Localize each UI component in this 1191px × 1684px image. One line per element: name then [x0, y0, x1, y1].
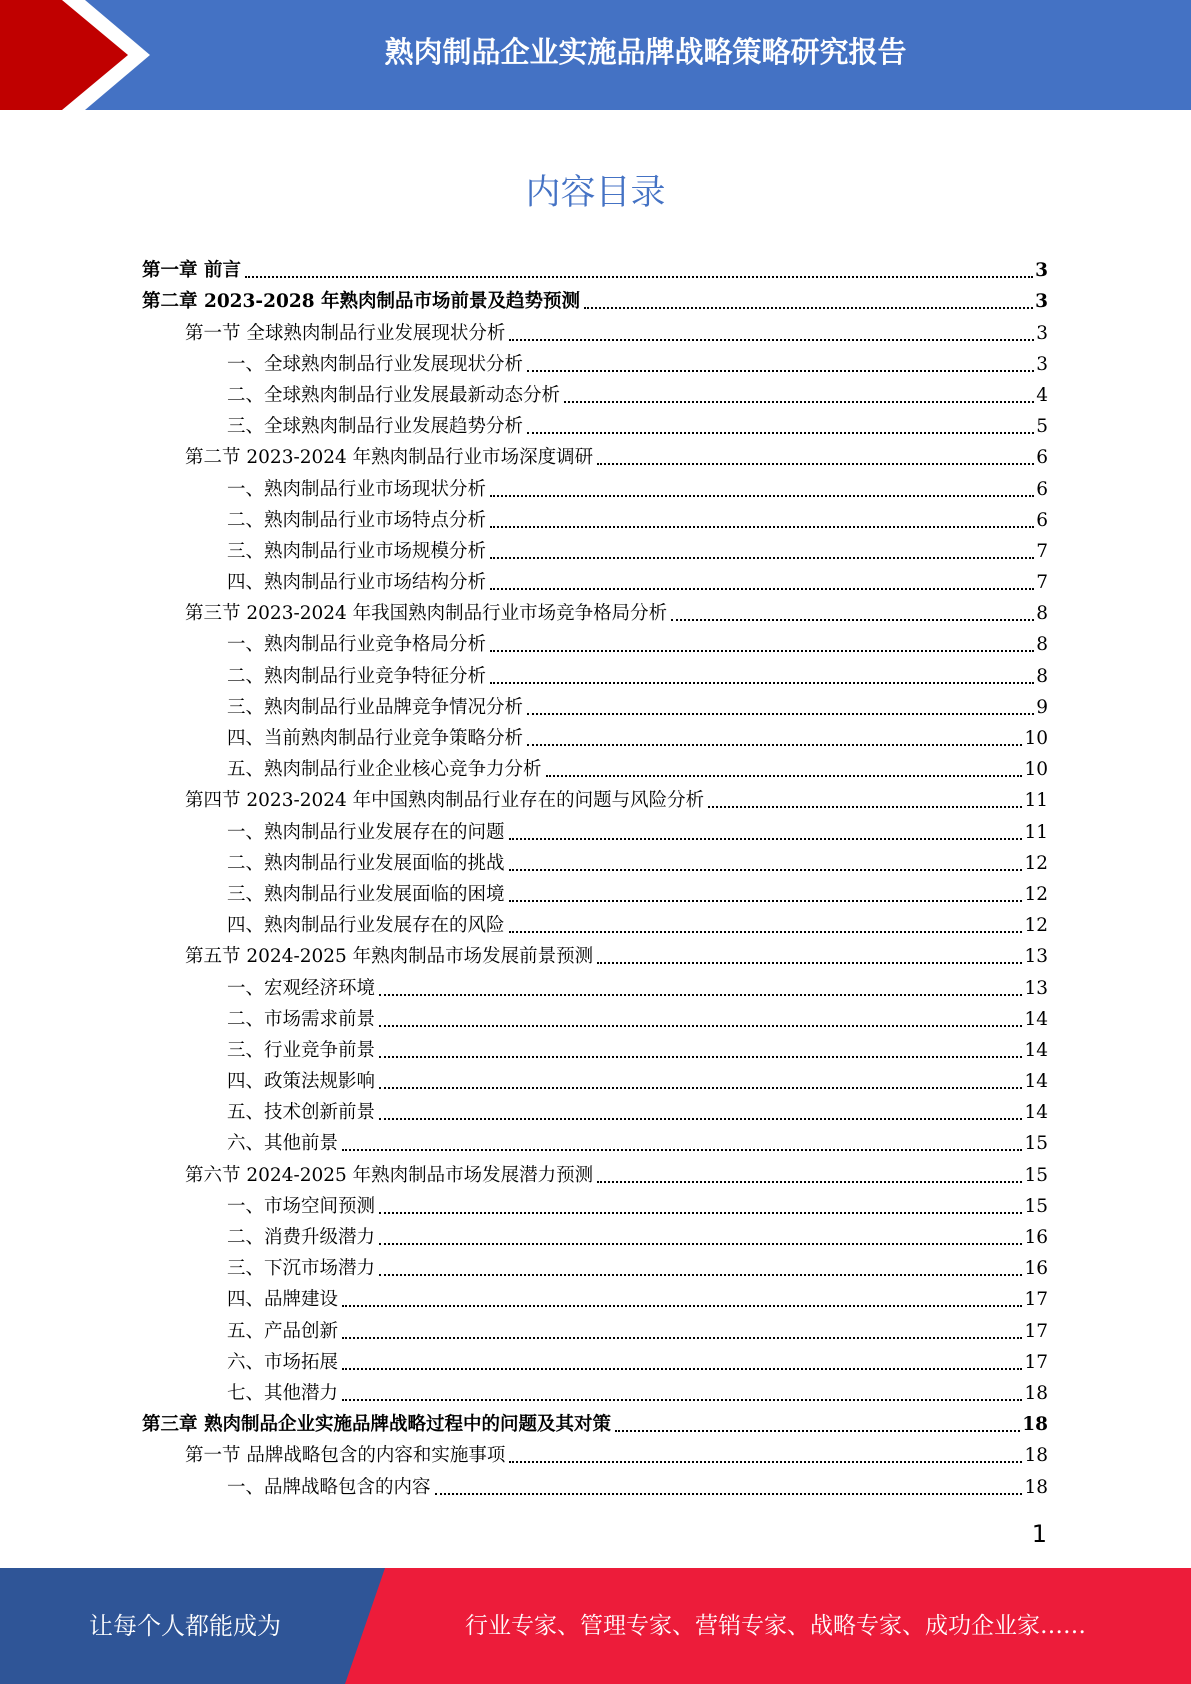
toc-entry-page: 13 [1024, 946, 1048, 968]
toc-entry[interactable] [142, 1096, 1048, 1127]
footer-slogan-left: 让每个人都能成为 [89, 1611, 281, 1640]
footer-banner [0, 1568, 1191, 1684]
toc-dot-leader [490, 682, 1034, 684]
toc-entry[interactable] [142, 535, 1048, 566]
toc-entry[interactable] [142, 971, 1048, 1002]
toc-entry[interactable] [142, 628, 1048, 659]
toc-dot-leader [527, 744, 1022, 746]
toc-entry-text: 五、产品创新 [227, 1320, 339, 1342]
toc-entry-text: 二、熟肉制品行业市场特点分析 [227, 509, 487, 531]
toc-entry[interactable] [142, 753, 1048, 784]
toc-entry[interactable] [142, 441, 1048, 472]
toc-entry-text: 三、熟肉制品行业发展面临的困境 [227, 883, 505, 905]
toc-entry[interactable] [142, 566, 1048, 597]
toc-dot-leader [379, 1087, 1022, 1089]
toc-entry[interactable] [142, 1377, 1048, 1408]
toc-entry-text: 四、品牌建设 [227, 1289, 339, 1311]
toc-entry-text: 五、技术创新前景 [227, 1102, 376, 1124]
toc-dot-leader [509, 1461, 1022, 1463]
toc-entry-page: 16 [1024, 1258, 1048, 1280]
toc-entry-page: 12 [1024, 852, 1048, 874]
toc-entry-text: 第一节 全球熟肉制品行业发展现状分析 [185, 322, 506, 344]
toc-dot-leader [615, 1430, 1020, 1432]
toc-entry-text: 四、政策法规影响 [227, 1071, 376, 1093]
toc-entry-page: 8 [1036, 634, 1048, 656]
header-arrow-icon [0, 0, 160, 110]
toc-entry-page: 10 [1024, 759, 1048, 781]
toc-entry-text: 二、全球熟肉制品行业发展最新动态分析 [227, 384, 561, 406]
toc-dot-leader [527, 713, 1034, 715]
toc-dot-leader [546, 775, 1023, 777]
toc-entry-page: 12 [1024, 915, 1048, 937]
toc-entry-page: 17 [1024, 1351, 1048, 1373]
toc-entry-text: 第二节 2023-2024 年熟肉制品行业市场深度调研 [185, 447, 594, 469]
toc-entry-page: 18 [1024, 1382, 1048, 1404]
toc-entry[interactable] [142, 909, 1048, 940]
toc-entry-text: 六、市场拓展 [227, 1351, 339, 1373]
toc-title: 内容目录 [525, 173, 666, 213]
toc-entry-page: 11 [1024, 821, 1048, 843]
toc-entry-text: 四、当前熟肉制品行业竞争策略分析 [227, 728, 524, 749]
toc-entry-text: 第二章 2023-2028 年熟肉制品市场前景及趋势预测 [142, 291, 581, 313]
toc-entry-page: 13 [1024, 977, 1048, 999]
toc-entry-text: 一、熟肉制品行业发展存在的问题 [227, 821, 505, 843]
toc-entry-page: 6 [1036, 447, 1048, 469]
table-of-contents [142, 254, 1048, 1502]
toc-entry[interactable] [142, 472, 1048, 503]
toc-entry-page: 3 [1036, 322, 1048, 344]
toc-entry-page: 17 [1024, 1289, 1048, 1311]
toc-entry-page: 7 [1036, 572, 1048, 594]
toc-entry-text: 七、其他潜力 [227, 1382, 339, 1404]
toc-dot-leader [490, 526, 1034, 528]
toc-dot-leader [597, 1181, 1022, 1183]
toc-entry-page: 17 [1024, 1320, 1048, 1342]
toc-entry-text: 一、品牌战略包含的内容 [227, 1476, 431, 1498]
toc-entry-page: 15 [1024, 1195, 1048, 1217]
toc-entry-page: 15 [1024, 1133, 1048, 1155]
toc-entry-text: 四、熟肉制品行业市场结构分析 [227, 572, 487, 594]
toc-entry[interactable] [142, 847, 1048, 878]
toc-dot-leader [342, 1337, 1022, 1339]
toc-dot-leader [379, 1025, 1022, 1027]
toc-entry-page: 18 [1022, 1414, 1048, 1436]
toc-entry-text: 第四节 2023-2024 年中国熟肉制品行业存在的问题与风险分析 [185, 790, 705, 812]
toc-entry-text: 第一节 品牌战略包含的内容和实施事项 [185, 1445, 506, 1467]
toc-entry[interactable] [142, 815, 1048, 846]
toc-entry-text: 五、熟肉制品行业企业核心竞争力分析 [227, 759, 542, 781]
toc-entry-page: 14 [1024, 1071, 1048, 1093]
toc-entry[interactable] [142, 348, 1048, 379]
toc-entry-page: 14 [1024, 1008, 1048, 1030]
toc-entry[interactable] [142, 1127, 1048, 1158]
header-banner [0, 0, 1191, 110]
toc-entry-page: 4 [1036, 384, 1048, 406]
toc-entry-text: 一、熟肉制品行业竞争格局分析 [227, 634, 487, 656]
toc-entry[interactable] [142, 691, 1048, 722]
toc-entry-text: 二、熟肉制品行业发展面临的挑战 [227, 852, 505, 874]
toc-dot-leader [342, 1305, 1022, 1307]
toc-entry[interactable] [142, 316, 1048, 347]
toc-entry-page: 14 [1024, 1102, 1048, 1124]
toc-entry[interactable] [142, 1408, 1048, 1439]
toc-dot-leader [527, 432, 1034, 434]
toc-entry-text: 三、全球熟肉制品行业发展趋势分析 [227, 416, 524, 438]
toc-entry-page: 18 [1024, 1476, 1048, 1498]
toc-entry-page: 18 [1024, 1445, 1048, 1467]
toc-dot-leader [509, 838, 1023, 840]
toc-entry-page: 3 [1035, 260, 1048, 282]
toc-dot-leader [342, 1399, 1022, 1401]
toc-entry-text: 第三节 2023-2024 年我国熟肉制品行业市场竞争格局分析 [185, 603, 668, 625]
toc-entry-page: 6 [1036, 509, 1048, 531]
toc-entry[interactable] [142, 1158, 1048, 1189]
toc-entry-page: 16 [1024, 1227, 1048, 1248]
toc-entry-text: 六、其他前景 [227, 1133, 339, 1155]
toc-entry-page: 8 [1036, 603, 1048, 625]
toc-entry-page: 8 [1036, 665, 1048, 687]
toc-entry-text: 第五节 2024-2025 年熟肉制品市场发展前景预测 [185, 946, 594, 968]
toc-dot-leader [509, 339, 1034, 341]
toc-dot-leader [435, 1493, 1023, 1495]
toc-entry-page: 15 [1024, 1164, 1048, 1186]
toc-entry[interactable] [142, 722, 1048, 753]
toc-entry-text: 三、熟肉制品行业市场规模分析 [227, 540, 487, 562]
toc-entry-text: 二、市场需求前景 [227, 1008, 376, 1030]
toc-entry-text: 一、全球熟肉制品行业发展现状分析 [227, 353, 524, 375]
toc-dot-leader [509, 900, 1023, 902]
report-title: 熟肉制品企业实施品牌战略策略研究报告 [384, 34, 907, 69]
toc-entry-page: 3 [1035, 291, 1048, 313]
toc-entry[interactable] [142, 1314, 1048, 1345]
toc-entry[interactable] [142, 1283, 1048, 1314]
toc-entry[interactable] [142, 285, 1048, 316]
toc-entry-page: 10 [1024, 728, 1048, 749]
toc-entry-text: 三、行业竞争前景 [227, 1039, 376, 1061]
toc-entry[interactable] [142, 1470, 1048, 1501]
toc-entry[interactable] [142, 1190, 1048, 1221]
toc-entry[interactable] [142, 940, 1048, 971]
toc-entry[interactable] [142, 1221, 1048, 1252]
toc-entry[interactable] [142, 659, 1048, 690]
toc-entry-text: 三、熟肉制品行业品牌竞争情况分析 [227, 696, 524, 718]
page-number: 1 [1031, 1520, 1047, 1548]
toc-entry-text: 第三章 熟肉制品企业实施品牌战略过程中的问题及其对策 [142, 1414, 611, 1436]
toc-entry-text: 四、熟肉制品行业发展存在的风险 [227, 915, 505, 937]
toc-dot-leader [379, 994, 1022, 996]
toc-entry-page: 12 [1024, 883, 1048, 905]
toc-dot-leader [490, 557, 1034, 559]
toc-dot-leader [379, 1212, 1022, 1214]
toc-entry[interactable] [142, 1003, 1048, 1034]
toc-dot-leader [509, 869, 1023, 871]
toc-entry-text: 一、市场空间预测 [227, 1195, 376, 1217]
toc-entry-text: 第一章 前言 [142, 260, 241, 282]
toc-dot-leader [671, 619, 1034, 621]
toc-dot-leader [509, 931, 1023, 933]
toc-dot-leader [379, 1056, 1022, 1058]
toc-entry[interactable] [142, 254, 1048, 285]
toc-dot-leader [379, 1118, 1022, 1120]
toc-entry-text: 一、宏观经济环境 [227, 977, 376, 999]
toc-entry[interactable] [142, 784, 1048, 815]
toc-dot-leader [564, 401, 1034, 403]
toc-dot-leader [379, 1243, 1022, 1245]
toc-dot-leader [708, 806, 1022, 808]
footer-slogan-right: 行业专家、管理专家、营销专家、战略专家、成功企业家…… [465, 1612, 1086, 1639]
toc-dot-leader [597, 962, 1022, 964]
toc-entry[interactable] [142, 1034, 1048, 1065]
toc-dot-leader [490, 650, 1034, 652]
toc-entry-text: 二、熟肉制品行业竞争特征分析 [227, 665, 487, 687]
toc-entry[interactable] [142, 597, 1048, 628]
toc-entry[interactable] [142, 504, 1048, 535]
toc-dot-leader [597, 463, 1034, 465]
toc-dot-leader [342, 1149, 1022, 1151]
toc-dot-leader [245, 276, 1033, 278]
toc-entry-page: 5 [1036, 416, 1048, 438]
toc-entry[interactable] [142, 410, 1048, 441]
toc-entry-page: 6 [1036, 478, 1048, 500]
toc-entry[interactable] [142, 1439, 1048, 1470]
toc-entry-text: 三、下沉市场潜力 [227, 1258, 376, 1280]
toc-entry[interactable] [142, 1346, 1048, 1377]
toc-entry-page: 3 [1036, 353, 1048, 375]
toc-dot-leader [490, 588, 1034, 590]
toc-entry-text: 二、消费升级潜力 [227, 1227, 376, 1248]
toc-entry[interactable] [142, 1252, 1048, 1283]
toc-dot-leader [527, 370, 1034, 372]
toc-dot-leader [490, 495, 1034, 497]
toc-dot-leader [342, 1368, 1022, 1370]
toc-entry-page: 11 [1024, 790, 1048, 812]
toc-entry-page: 14 [1024, 1039, 1048, 1061]
toc-dot-leader [584, 307, 1033, 309]
toc-entry-text: 第六节 2024-2025 年熟肉制品市场发展潜力预测 [185, 1164, 594, 1186]
toc-entry-page: 7 [1036, 540, 1048, 562]
toc-entry-text: 一、熟肉制品行业市场现状分析 [227, 478, 487, 500]
toc-entry[interactable] [142, 1065, 1048, 1096]
toc-entry[interactable] [142, 878, 1048, 909]
toc-dot-leader [379, 1274, 1022, 1276]
toc-entry[interactable] [142, 379, 1048, 410]
toc-entry-page: 9 [1036, 696, 1048, 718]
